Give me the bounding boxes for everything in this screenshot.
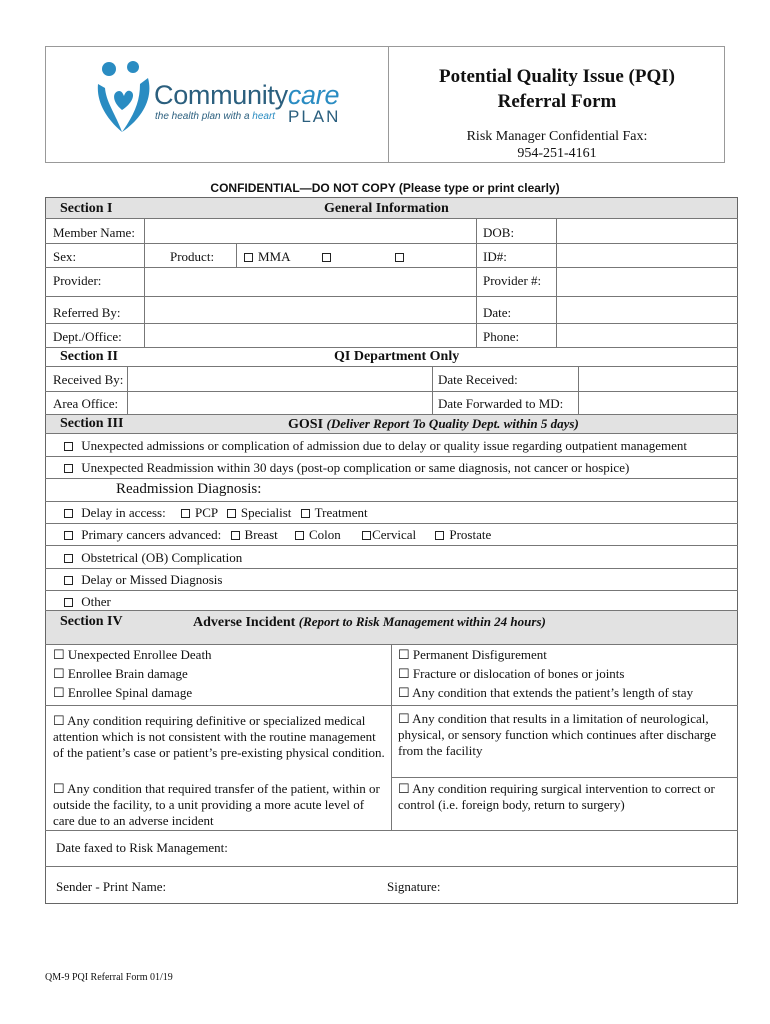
date-received-label: Date Received:	[438, 372, 518, 387]
fax-info	[389, 128, 725, 162]
member-name-label: Member Name:	[53, 225, 135, 240]
logo-tagline: the health plan with a heart	[155, 111, 276, 122]
provider-input[interactable]	[146, 269, 474, 294]
gosi-item-readmission-checkbox[interactable]	[64, 464, 73, 473]
date-input[interactable]	[558, 298, 736, 321]
dept-office-label: Dept./Office:	[53, 329, 122, 344]
incident-permanent-disfigurement[interactable]: ☐ Permanent Disfigurement	[398, 647, 547, 662]
section4-label: Section IV	[60, 614, 123, 629]
date-forwarded-input[interactable]	[580, 393, 736, 412]
product-label: Product:	[170, 249, 215, 264]
dob-label: DOB:	[483, 225, 515, 240]
phone-label: Phone:	[483, 329, 520, 344]
incident-surgical-intervention[interactable]: ☐ Any condition requiring surgical intervention to correct or control (i.e. foreign body, return to surgery)	[398, 781, 715, 812]
date-received-input[interactable]	[580, 368, 736, 389]
company-logo	[92, 60, 352, 140]
id-label: ID#:	[483, 249, 507, 264]
product-option-3[interactable]	[395, 249, 409, 264]
delay-access-row: Delay in access: PCP Specialist Treatment	[64, 505, 368, 520]
signature-label: Signature:	[387, 879, 441, 894]
mma-checkbox[interactable]	[244, 253, 253, 262]
logo-plan: PLAN	[288, 107, 341, 126]
primary-cancers-checkbox[interactable]	[64, 531, 73, 540]
heart-people-icon	[92, 60, 156, 136]
form-code: QM-9 PQI Referral Form 01/19	[45, 972, 173, 983]
date-faxed-input[interactable]	[250, 834, 730, 862]
date-forwarded-label: Date Forwarded to MD:	[438, 396, 564, 411]
dob-input[interactable]	[558, 220, 736, 241]
section4-title: Adverse Incident (Report to Risk Management within 24 hours)	[193, 614, 546, 630]
phone-input[interactable]	[558, 325, 736, 345]
date-faxed-label: Date faxed to Risk Management:	[56, 840, 228, 855]
treatment-checkbox[interactable]	[301, 509, 310, 518]
incident-transfer[interactable]: ☐ Any condition that required transfer of the patient, within or outside the facility, to a unit providing a more acute level of care due to an adverse incident	[53, 781, 380, 828]
date-label: Date:	[483, 305, 512, 320]
mma-option[interactable]: MMA	[244, 249, 291, 264]
section3-title: GOSI (Deliver Report To Quality Dept. within 5 days)	[288, 416, 579, 432]
product-option-3-checkbox[interactable]	[395, 253, 404, 262]
referred-by-label: Referred By:	[53, 305, 121, 320]
gosi-item-readmission[interactable]: Unexpected Readmission within 30 days (post-op complication or same diagnosis, not cancer or hospice)	[64, 460, 629, 475]
confidential-notice: CONFIDENTIAL—DO NOT COPY (Please type or print clearly)	[210, 181, 560, 195]
sender-name-label: Sender - Print Name:	[56, 879, 167, 894]
logo-wordmark: Communitycare	[154, 80, 340, 110]
sex-label: Sex:	[53, 249, 77, 264]
incident-spinal-damage[interactable]: ☐ Enrollee Spinal damage	[53, 685, 193, 700]
id-input[interactable]	[558, 245, 736, 265]
signature-input[interactable]	[450, 870, 730, 898]
area-office-label: Area Office:	[53, 396, 119, 411]
section1-label: Section I	[60, 201, 113, 216]
section1-title: General Information	[324, 201, 449, 216]
section2-label: Section II	[60, 349, 118, 364]
form-title-line2: Referral Form	[497, 91, 617, 112]
referred-by-input[interactable]	[146, 298, 474, 321]
delay-access-checkbox[interactable]	[64, 509, 73, 518]
incident-brain-damage[interactable]: ☐ Enrollee Brain damage	[53, 666, 188, 681]
provider-num-input[interactable]	[558, 269, 736, 294]
product-option-2-checkbox[interactable]	[322, 253, 331, 262]
dept-office-input[interactable]	[146, 325, 474, 345]
breast-checkbox[interactable]	[231, 531, 240, 540]
section3-label: Section III	[60, 416, 124, 431]
sender-name-input[interactable]	[180, 870, 380, 898]
prostate-checkbox[interactable]	[435, 531, 444, 540]
provider-label: Provider:	[53, 273, 102, 288]
incident-length-of-stay[interactable]: ☐ Any condition that extends the patient’s length of stay	[398, 685, 694, 700]
cervical-checkbox[interactable]	[362, 531, 371, 540]
gosi-item-outpatient-checkbox[interactable]	[64, 442, 73, 451]
received-by-label: Received By:	[53, 372, 124, 387]
pcp-checkbox[interactable]	[181, 509, 190, 518]
ob-complication-row[interactable]: Obstetrical (OB) Complication	[64, 550, 242, 565]
area-office-input[interactable]	[129, 393, 430, 412]
fax-number: 954-251-4161	[517, 146, 597, 161]
readmission-diagnosis-label: Readmission Diagnosis:	[116, 481, 262, 497]
gosi-item-outpatient[interactable]: Unexpected admissions or complication of admission due to delay or quality issue regarding outpatient management	[64, 438, 687, 453]
incident-specialized-attention[interactable]: ☐ Any condition requiring definitive or specialized medical attention which is not consistent with the routine management of the patient’s case or patient’s pre-existing physical condition.	[53, 713, 385, 760]
other-checkbox[interactable]	[64, 598, 73, 607]
product-option-2[interactable]	[322, 249, 336, 264]
specialist-checkbox[interactable]	[227, 509, 236, 518]
colon-checkbox[interactable]	[295, 531, 304, 540]
fax-label: Risk Manager Confidential Fax:	[466, 129, 648, 144]
form-title-line1: Potential Quality Issue (PQI)	[439, 66, 675, 87]
delay-missed-row[interactable]: Delay or Missed Diagnosis	[64, 572, 222, 587]
form-title	[389, 64, 725, 114]
incident-limitation[interactable]: ☐ Any condition that results in a limitation of neurological, physical, or sensory function which continues after discharge from the facility	[398, 711, 717, 758]
delay-missed-checkbox[interactable]	[64, 576, 73, 585]
other-row[interactable]: Other	[64, 594, 111, 609]
incident-enrollee-death[interactable]: ☐ Unexpected Enrollee Death	[53, 647, 212, 662]
provider-num-label: Provider #:	[483, 273, 542, 288]
member-name-input[interactable]	[146, 220, 474, 241]
ob-complication-checkbox[interactable]	[64, 554, 73, 563]
incident-fracture[interactable]: ☐ Fracture or dislocation of bones or joints	[398, 666, 625, 681]
received-by-input[interactable]	[129, 368, 430, 389]
section2-title: QI Department Only	[334, 349, 460, 364]
primary-cancers-row: Primary cancers advanced: Breast Colon Cervical Prostate	[64, 527, 491, 542]
